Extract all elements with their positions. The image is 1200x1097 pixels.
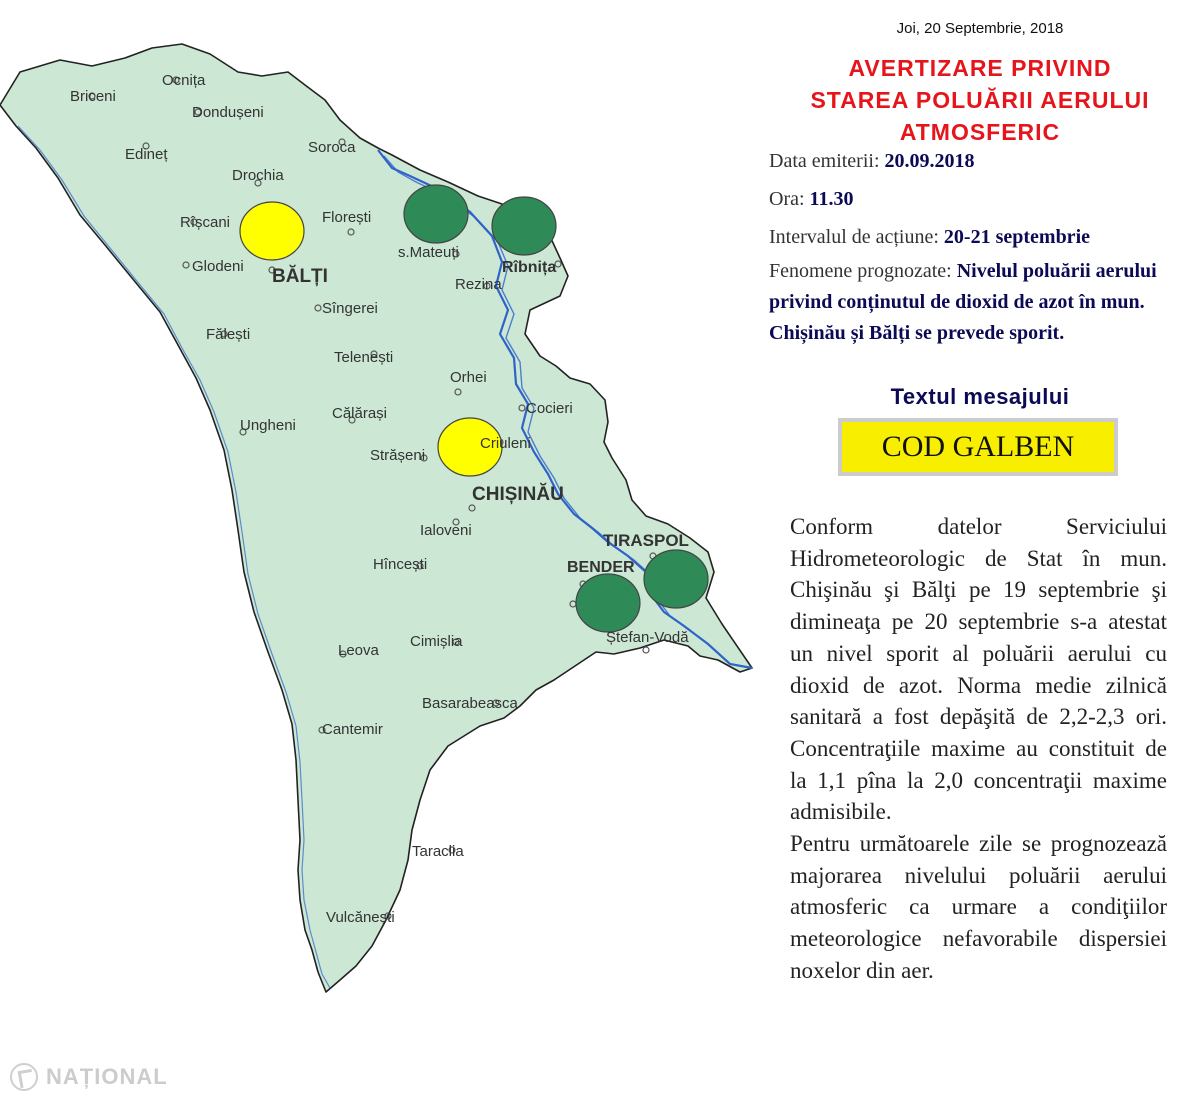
city-label: Sîngerei: [322, 300, 378, 317]
city-label: Drochia: [232, 167, 284, 184]
city-label: Vulcănești: [326, 909, 395, 926]
issue-date-value: 20.09.2018: [884, 150, 975, 172]
issue-date-row: [769, 146, 975, 177]
phenomena-row: [769, 256, 1193, 349]
message-paragraph: Conform datelor Serviciului Hidrometeorologic de Stat în mun. Chişinău şi Bălţi pe 19 septembrie şi dimineaţa pe 20 septembrie s-a atestat un nivel sporit al poluării aerului cu dioxid de azot. Norma medie zilnică sanitară a fost depăşită de 2,2-2,3 ori. Concentraţiile maxime au constituit de la 1,1 pîna la 2,0 concentraţii maxime admisibile.: [790, 514, 1167, 825]
city-label: BENDER: [567, 559, 635, 576]
interval-label: Intervalul de acțiune:: [769, 226, 944, 248]
city-label: Briceni: [70, 88, 116, 105]
issue-time-row: [769, 184, 853, 215]
national-logo-icon: [10, 1063, 38, 1091]
city-label: Hîncești: [373, 556, 428, 573]
warning-date: Joi, 20 Septembrie, 2018: [896, 20, 1064, 37]
issue-time-value: 11.30: [809, 188, 854, 210]
city-label: s.Mateuți: [398, 244, 459, 261]
interval-value: 20-21 septembrie: [943, 226, 1090, 248]
alert-code-box: [838, 418, 1118, 476]
city-label: Florești: [322, 209, 372, 226]
city-label: Rîbnița: [502, 259, 557, 276]
marker-tiraspol: [644, 550, 708, 608]
city-label: Rezina: [455, 276, 502, 293]
message-paragraph: Pentru următoarele zile se prognozează majorarea nivelului poluării aerului atmosferic ca urmare a condiţiilor meteorologice nefavorabile dispersiei noxelor din aer.: [790, 831, 1167, 983]
city-label: Dondușeni: [192, 104, 264, 121]
city-label: TIRASPOL: [603, 531, 689, 550]
city-label: Taraclia: [412, 843, 464, 860]
phenomena-value: Nivelul poluării aerului privind conținutul de dioxid de azot în mun. Chișinău și Bălți se prevede sporit.: [769, 260, 1157, 344]
city-label: Ialoveni: [420, 522, 472, 539]
city-label: Edineț: [125, 146, 168, 163]
marker-mateuti: [404, 185, 468, 243]
moldova-land: [0, 44, 752, 992]
issue-time-label: Ora:: [769, 188, 810, 210]
city-label: Călărași: [332, 405, 388, 422]
city-label-balti: BĂLȚI: [272, 266, 328, 287]
alert-code: COD GALBEN: [842, 422, 1114, 472]
city-label: Telenești: [334, 349, 394, 366]
city-label: Fălești: [206, 326, 251, 343]
city-label: Leova: [338, 642, 379, 659]
city-label: Cantemir: [322, 721, 383, 738]
city-label: Ștefan-Vodă: [606, 629, 689, 646]
city-label: Rîșcani: [180, 214, 231, 231]
warning-title-line: ATMOSFERIC: [899, 119, 1061, 145]
warning-title-line: STAREA POLUĂRII AERULUI: [810, 87, 1150, 113]
city-label-chisinau: CHIȘINĂU: [472, 484, 564, 505]
warning-title-line: AVERTIZARE PRIVIND: [848, 55, 1112, 81]
interval-row: [769, 222, 1090, 253]
city-label: Criuleni: [480, 435, 531, 452]
city-label: Ungheni: [240, 417, 296, 434]
city-label: Glodeni: [192, 258, 244, 275]
city-label: Cimișlia: [410, 633, 463, 650]
marker-balti: [240, 202, 304, 260]
city-label: Cocieri: [526, 400, 573, 417]
city-label: Strășeni: [370, 447, 426, 464]
city-label: Basarabeasca: [422, 695, 518, 712]
city-label: Soroca: [308, 139, 356, 156]
message-body: [790, 511, 1167, 987]
city-label: Orhei: [450, 369, 487, 386]
phenomena-label: Fenomene prognozate:: [769, 260, 957, 282]
issue-date-label: Data emiterii:: [769, 150, 885, 172]
marker-ribnita: [492, 197, 556, 255]
national-logo-text: NAȚIONAL: [46, 1064, 168, 1089]
warning-title: [765, 52, 1195, 148]
national-logo: [10, 1062, 168, 1092]
message-subhead: Textul mesajului: [890, 384, 1070, 409]
city-label: Ocnița: [162, 72, 206, 89]
